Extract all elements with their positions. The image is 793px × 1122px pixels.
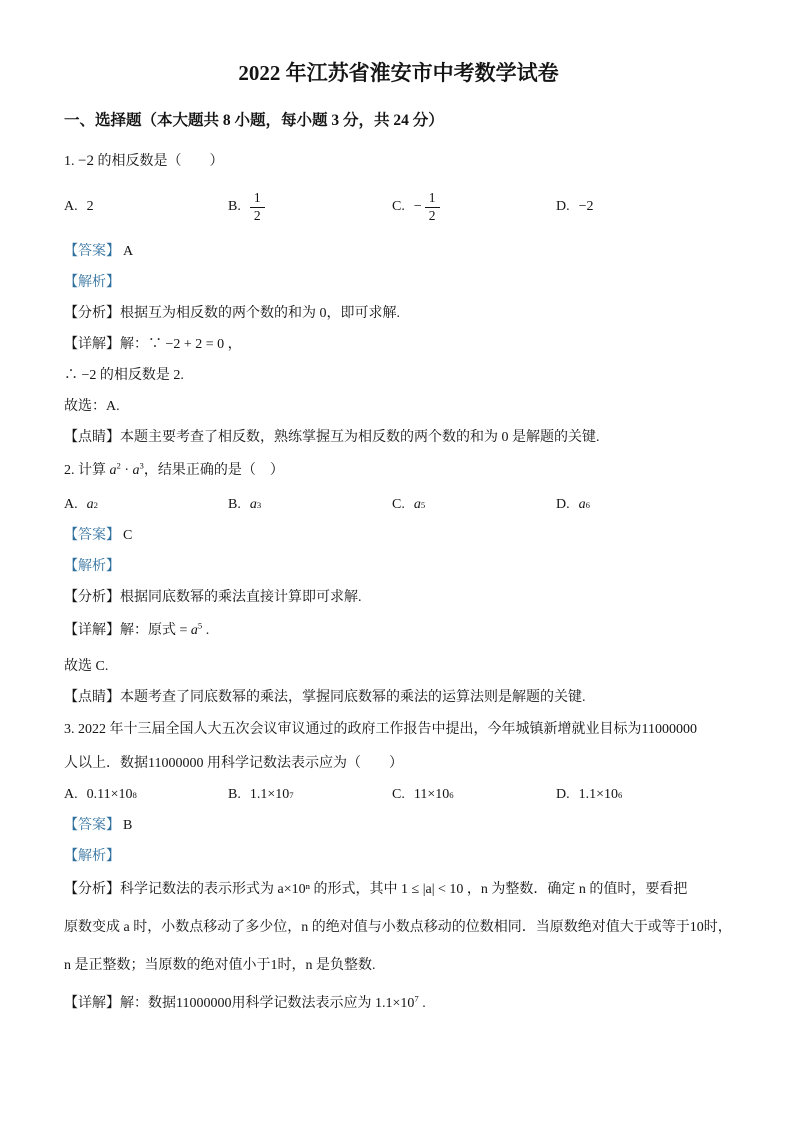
q1-conclusion-line: 故选：A. bbox=[64, 399, 120, 414]
question-1-stem bbox=[64, 150, 733, 173]
q2-stem-pre: 2. 计算 bbox=[64, 463, 110, 478]
option-label: A. bbox=[64, 199, 78, 214]
analysis-label: 【解析】 bbox=[64, 849, 120, 864]
fraction bbox=[425, 190, 440, 223]
option-label: C. bbox=[392, 497, 405, 512]
fraction-denominator: 2 bbox=[250, 207, 265, 224]
fraction bbox=[250, 190, 265, 223]
page-title: 2022 年江苏省淮安市中考数学试卷 bbox=[238, 61, 559, 85]
q2-stem-post: ，结果正确的是（ ） bbox=[143, 463, 284, 478]
detail-pre: 【详解】解：数据11000000用科学记数法表示应为 bbox=[64, 996, 375, 1011]
q3-answer-line bbox=[64, 816, 733, 836]
fraction-denominator: 2 bbox=[425, 207, 440, 224]
q2-option-a: A. a 2 bbox=[64, 497, 98, 512]
option-label: C. bbox=[392, 787, 405, 802]
option-label: A. bbox=[64, 787, 78, 802]
detail-post: . bbox=[202, 623, 210, 638]
q2-option-d: D. a 6 bbox=[556, 497, 590, 512]
math-exponent: 7 bbox=[414, 993, 419, 1004]
q1-analysis-line: 【分析】根据互为相反数的两个数的和为 0，即可求解. bbox=[64, 306, 400, 321]
math-var: a bbox=[249, 497, 257, 512]
option-label: B. bbox=[228, 199, 241, 214]
q1-option-c bbox=[392, 190, 556, 223]
detail-post: . bbox=[418, 996, 426, 1011]
answer-value: C bbox=[123, 528, 133, 543]
answer-value: B bbox=[123, 818, 133, 833]
math-var: a bbox=[109, 463, 117, 478]
math-mantissa: 11×10 bbox=[413, 787, 450, 802]
q3-option-c: C. 11×10 6 bbox=[392, 787, 454, 802]
answer-label: 【答案】 bbox=[64, 818, 120, 833]
option-label: B. bbox=[228, 787, 241, 802]
math-exponent: 5 bbox=[197, 620, 203, 631]
math-var: a bbox=[86, 497, 94, 512]
q1-answer-line bbox=[64, 242, 733, 262]
q3-option-a: A. 0.11×10 8 bbox=[64, 787, 137, 802]
q2-analysis-line: 【分析】根据同底数幂的乘法直接计算即可求解. bbox=[64, 590, 362, 605]
math-mantissa: 1.1×10 bbox=[249, 787, 290, 802]
q3-analysis-line-3: n 是正整数；当原数的绝对值小于1时，n 是负整数. bbox=[64, 958, 376, 973]
q3-analysis-line-1: 【分析】科学记数法的表示形式为 a×10ⁿ 的形式，其中 1 ≤ |a| < 10 ，n 为整数．确定 n 的值时，要看把 bbox=[64, 882, 688, 897]
fraction-numerator: 1 bbox=[253, 190, 261, 206]
q2-remark-line: 【点睛】本题考查了同底数幂的乘法，掌握同底数幂的乘法的运算法则是解题的关键. bbox=[64, 690, 586, 705]
option-label: C. bbox=[392, 199, 405, 214]
q1-remark-line: 【点睛】本题主要考查了相反数，熟练掌握互为相反数的两个数的和为 0 是解题的关键. bbox=[64, 430, 600, 445]
detail-pre: 【详解】解：原式 = bbox=[64, 623, 191, 638]
option-label: D. bbox=[556, 199, 570, 214]
analysis-label: 【解析】 bbox=[64, 275, 120, 290]
fraction-numerator: 1 bbox=[428, 190, 436, 206]
math-var: a bbox=[578, 497, 586, 512]
q1-stem-post: 的相反数是（ ） bbox=[93, 154, 224, 169]
option-label: B. bbox=[228, 497, 241, 512]
answer-value: A bbox=[123, 244, 134, 259]
answer-label: 【答案】 bbox=[64, 528, 120, 543]
math-exponent: 3 bbox=[139, 460, 144, 471]
option-value: 2 bbox=[86, 199, 94, 214]
q1-stem-math: −2 bbox=[78, 153, 94, 169]
exam-document bbox=[64, 58, 733, 1016]
math-dot-operator: · bbox=[120, 463, 133, 478]
question-2-stem bbox=[64, 459, 733, 483]
q1-option-b bbox=[228, 190, 392, 223]
math-var: a bbox=[132, 463, 140, 478]
q3-option-d: D. 1.1×10 6 bbox=[556, 787, 623, 802]
math-mantissa: 0.11×10 bbox=[86, 787, 133, 802]
math-mantissa: 1.1×10 bbox=[374, 996, 415, 1011]
q1-detail-line-1: 【详解】解：∵ −2 + 2 = 0 ， bbox=[64, 337, 242, 352]
question-3-options bbox=[64, 787, 733, 803]
minus-sign: − bbox=[413, 199, 422, 214]
q2-answer-line bbox=[64, 526, 733, 546]
question-2-options bbox=[64, 497, 733, 513]
question-3-stem-line-1: 3. 2022 年十三届全国人大五次会议审议通过的政府工作报告中提出，今年城镇新增就业目标为11000000 bbox=[64, 722, 697, 737]
question-1-options bbox=[64, 185, 733, 229]
question-3-stem-line-2: 人以上．数据11000000 用科学记数法表示应为（ ） bbox=[64, 756, 403, 771]
q2-option-c: C. a 5 bbox=[392, 497, 426, 512]
q1-detail-line-2: ∴ −2 的相反数是 2. bbox=[64, 368, 184, 383]
q1-option-d bbox=[556, 199, 594, 215]
q1-stem-pre: 1. bbox=[64, 154, 78, 169]
answer-label: 【答案】 bbox=[64, 244, 120, 259]
math-mantissa: 1.1×10 bbox=[578, 787, 619, 802]
analysis-label: 【解析】 bbox=[64, 559, 120, 574]
q1-option-a bbox=[64, 199, 228, 215]
math-var: a bbox=[413, 497, 421, 512]
math-exponent: 2 bbox=[116, 460, 121, 471]
q2-detail-line bbox=[64, 619, 733, 643]
option-label: D. bbox=[556, 787, 570, 802]
option-label: A. bbox=[64, 497, 78, 512]
q2-option-b: B. a 3 bbox=[228, 497, 262, 512]
section-heading: 一、选择题（本大题共 8 小题，每小题 3 分，共 24 分） bbox=[64, 112, 444, 129]
q3-option-b: B. 1.1×10 7 bbox=[228, 787, 294, 802]
option-value: −2 bbox=[578, 199, 594, 214]
math-var: a bbox=[190, 623, 198, 638]
option-label: D. bbox=[556, 497, 570, 512]
q2-analysis-label bbox=[64, 557, 733, 577]
q2-conclusion-line: 故选 C. bbox=[64, 659, 109, 674]
q3-detail-line bbox=[64, 992, 733, 1016]
q3-analysis-label bbox=[64, 847, 733, 867]
q3-analysis-line-2: 原数变成 a 时，小数点移动了多少位，n 的绝对值与小数点移动的位数相同．当原数绝对值大于或等于10时， bbox=[64, 920, 732, 935]
q1-analysis-label bbox=[64, 273, 733, 293]
